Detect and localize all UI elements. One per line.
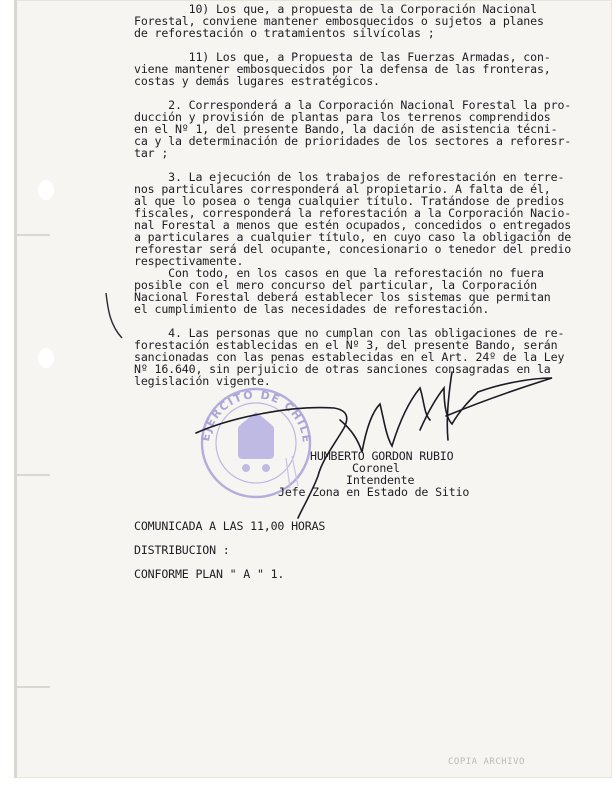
body-text-line: a particulares a cualquier título, en cuyo caso la obligación de (134, 230, 572, 244)
body-text-line: Con todo, en los casos en que la reforestación no fuera (134, 266, 544, 280)
body-text-line: nos particulares corresponderá al propietario. A falta de él, (134, 182, 551, 196)
body-text-line: Nacional Forestal deberá establecer los sistemas que permitan (134, 290, 551, 304)
body-text-line: posible con el mero concurso del particular, la Corporación (134, 278, 537, 292)
body-text-line: ca y la determinación de prioridades de los sectores a reforesr- (134, 134, 572, 148)
official-seal (199, 388, 313, 497)
body-text-line: forestación establecidas en el Nº 3, del presente Bando, serán (134, 338, 558, 352)
body-text-line: de reforestación o tratamientos silvícolas ; (134, 26, 435, 40)
distribution-label: DISTRIBUCION : (134, 543, 230, 557)
body-text-line: el cumplimiento de las necesidades de reforestación. (134, 302, 490, 316)
body-text-line: 2. Corresponderá a la Corporación Nacional Forestal la pro- (134, 98, 572, 112)
body-text-line: 11) Los que, a Propuesta de las Fuerzas Armadas, con- (134, 50, 551, 64)
body-text-line: tar ; (134, 146, 169, 160)
body-text-line: 4. Las personas que no cumplan con las obligaciones de re- (134, 326, 565, 340)
body-text-line: costas y demás lugares estratégicos. (134, 74, 380, 88)
body-text-line: en el Nº 1, del presente Bando, la dación de asistencia técni- (134, 122, 558, 136)
signer-rank: Coronel (352, 461, 400, 475)
distribution-plan: CONFORME PLAN " A " 1. (134, 567, 285, 581)
body-text-line: al que lo posea o tenga cualquier título. Tratándose de predios (134, 194, 565, 208)
body-text-line: ducción y provisión de plantas para los terrenos comprendidos (134, 110, 551, 124)
signer-post: Jefe Zona en Estado de Sitio (278, 485, 470, 499)
body-text-line: legislación vigente. (134, 374, 271, 388)
body-text-line: viene mantener embosquecidos por la defensa de las fronteras, (134, 62, 551, 76)
body-text-line: Nº 16.640, sin perjuicio de otras sanciones consagradas en la (134, 362, 551, 376)
body-text-line: Forestal, conviene mantener embosquecidos o sujetos a planes (134, 14, 544, 28)
signer-title: Intendente (346, 473, 415, 487)
communicated-time: COMUNICADA A LAS 11,00 HORAS (134, 519, 326, 533)
body-text-line: 3. La ejecución de los trabajos de reforestación en terre- (134, 170, 565, 184)
body-text-line: reforestar será del ocupante, concesionario o tenedor del predio (134, 242, 572, 256)
body-text-line: respectivamente. (134, 254, 244, 268)
seal-top-text: EJERCITO DE CHILE (199, 388, 314, 445)
body-text-line: 10) Los que, a propuesta de la Corporación Nacional (134, 2, 537, 16)
body-text-line: sancionadas con las penas establecidas en el Art. 24º de la Ley (134, 350, 565, 364)
margin-pen-mark (106, 293, 122, 338)
body-text-line: nal Forestal a menos que estén ocupados, concedidos o entregados (134, 218, 572, 232)
faded-archive-mark: COPIA ARCHIVO (448, 757, 525, 767)
signer-name: HUMBERTO GORDON RUBIO (310, 449, 454, 463)
body-text-line: fiscales, corresponderá la reforestación a la Corporación Nacio- (134, 206, 572, 220)
